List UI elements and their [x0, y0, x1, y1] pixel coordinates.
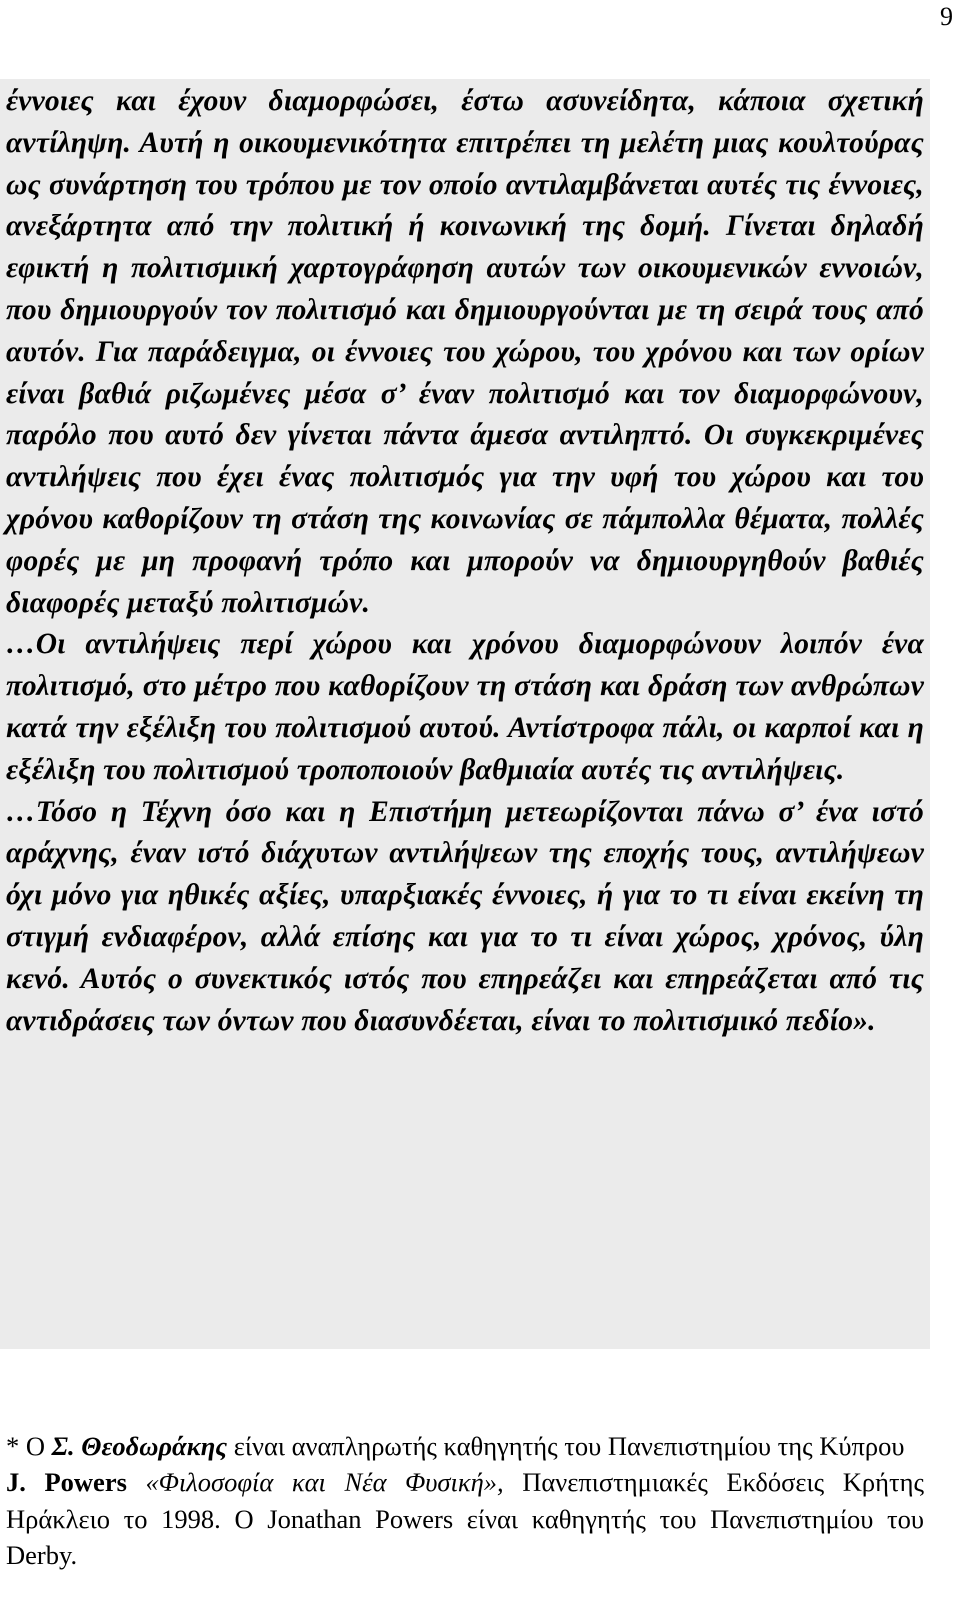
footnote-reference: [6, 1464, 924, 1573]
footnote-author-prefix: * Ο: [6, 1431, 52, 1461]
quote-paragraph-1: έννοιες και έχουν διαμορφώσει, έστω ασυνείδητα, κάποια σχετική αντίληψη. Αυτή η οικουμενικότητα επιτρέπει τη μελέτη μιας κουλτούρας ως συνάρτηση του τρόπου με τον οποίο αντιλαμβάνεται αυτές τις έννοιες, ανεξάρτητα από την πολιτική ή κοινωνική της δομή. Γίνεται δηλαδή εφικτή η πολιτισμική χαρτογράφηση αυτών των οικουμενικών εννοιών, που δημιουργούν τον πολιτισμό και δημιουργούνται με τη σειρά τους από αυτόν. Για παράδειγμα, οι έννοιες του χώρου, του χρόνου και των ορίων είναι βαθιά ριζωμένες μέσα σ’ έναν πολιτισμό και τον διαμορφώνουν, παρόλο που αυτό δεν γίνεται πάντα άμεσα αντιληπτό. Οι συγκεκριμένες αντιλήψεις που έχει ένας πολιτισμός για την υφή του χώρου και του χρόνου καθορίζουν τη στάση της κοινωνίας σε πάμπολλα θέματα, πολλές φορές με μη προφανή τρόπο και μπορούν να δημιουργηθούν βαθιές διαφορές μεταξύ πολιτισμών.: [6, 85, 924, 619]
footnote-author-name: Σ. Θεοδωράκης: [51, 1431, 228, 1461]
footnote-ref-title: «Φιλοσοφία και Νέα Φυσική»,: [126, 1467, 504, 1498]
quoted-text-block: [0, 79, 930, 1349]
footnotes: [6, 1428, 924, 1573]
quote-paragraph-2: …Οι αντιλήψεις περί χώρου και χρόνου διαμορφώνουν λοιπόν ένα πολιτισμό, στο μέτρο που καθορίζουν τη στάση και δράση των ανθρώπων κατά την εξέλιξη του πολιτισμού αυτού. Αντίστροφα πάλι, οι καρποί και η εξέλιξη του πολιτισμού τροποποιούν βαθμιαία αυτές τις αντιλήψεις.: [6, 628, 924, 786]
footnote-author-rest: είναι αναπληρωτής καθηγητής του Πανεπιστημίου της Κύπρου: [227, 1431, 905, 1461]
footnote-ref-rest: Πανεπιστημιακές Εκδόσεις Κρήτης Ηράκλειο το 1998. Ο Jonathan Powers είναι καθηγητής του Πανεπιστημίου του Derby.: [6, 1467, 924, 1570]
footnote-ref-author: J. Powers: [6, 1467, 127, 1498]
footnote-author: [6, 1428, 924, 1464]
page-number: 9: [940, 2, 953, 31]
quote-paragraph-3: …Τόσο η Τέχνη όσο και η Επιστήμη μετεωρίζονται πάνω σ’ ένα ιστό αράχνης, έναν ιστό διάχυτων αντιλήψεων της εποχής τους, αντιλήψεων όχι μόνο για ηθικές αξίες, υπαρξιακές έννοιες, ή για το τι είναι εκείνη τη στιγμή ενδιαφέρον, αλλά επίσης και για το τι είναι χώρος, χρόνος, ύλη κενό. Αυτός ο συνεκτικός ιστός που επηρεάζει και επηρεάζεται από τις αντιδράσεις των όντων που διασυνδέεται, είναι το πολιτισμικό πεδίο».: [6, 795, 924, 1037]
